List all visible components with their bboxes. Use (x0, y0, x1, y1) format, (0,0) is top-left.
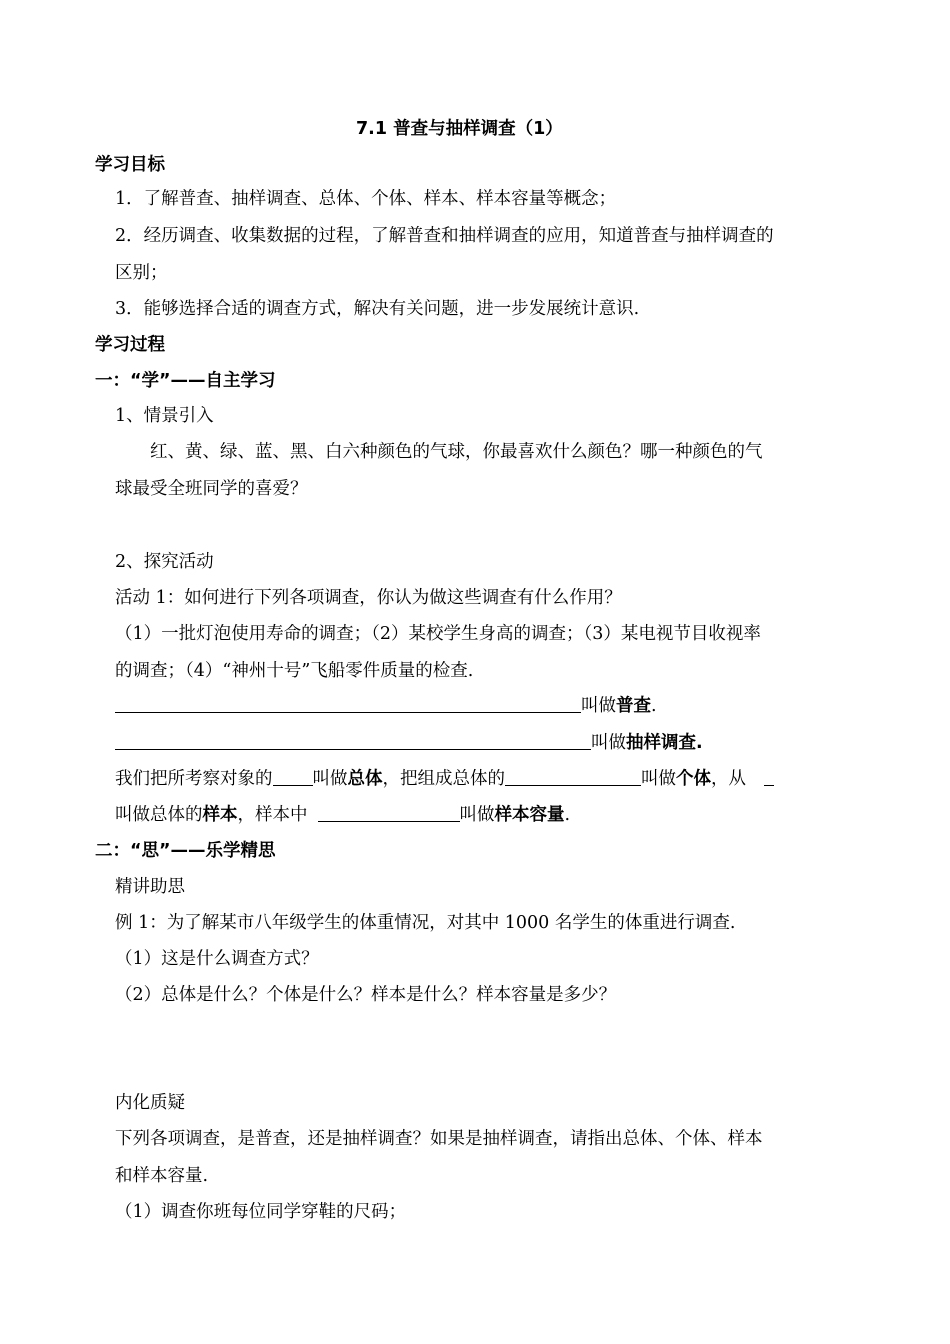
section-1-text-a: 红、黄、绿、蓝、黑、白六种颜色的气球，你最喜欢什么颜色？哪一种颜色的气 (150, 442, 763, 462)
total-blank[interactable] (273, 767, 313, 786)
census-definition: 叫做普查. (115, 694, 657, 718)
example-1-question-2: （2）总体是什么？个体是什么？样本是什么？样本容量是多少？ (115, 985, 617, 1005)
activity-1-items-a: （1）一批灯泡使用寿命的调查；（2）某校学生身高的调查；（3）某电视节目收视率 (115, 624, 761, 644)
process-heading: 学习过程 (95, 335, 165, 355)
concepts-line-b: 叫做总体的样本，样本中 叫做样本容量. (115, 805, 571, 825)
exercise-question-1: （1）调查你班每位同学穿鞋的尺码； (115, 1202, 407, 1222)
internalize-title: 内化质疑 (115, 1093, 185, 1113)
sample-blank[interactable] (764, 767, 774, 786)
goal-item-2a: 2．经历调查、收集数据的过程，了解普查和抽样调查的应用，知道普查与抽样调查的 (115, 226, 774, 246)
activity-1-items-b: 的调查；（4）“神州十号”飞船零件质量的检查. (115, 661, 474, 681)
individual-blank[interactable] (505, 767, 641, 786)
exercise-text-a: 下列各项调查，是普查，还是抽样调查？如果是抽样调查，请指出总体、个体、样本 (115, 1129, 763, 1149)
exercise-text-b: 和样本容量. (115, 1166, 209, 1186)
sampling-definition: 叫做抽样调查. (115, 731, 703, 755)
goal-item-1: 1．了解普查、抽样调查、总体、个体、样本、样本容量等概念； (115, 189, 617, 209)
activity-1: 活动 1：如何进行下列各项调查，你认为做这些调查有什么作用？ (115, 588, 622, 608)
section-1-text-b: 球最受全班同学的喜爱？ (115, 479, 308, 499)
page-title: 7.1 普查与抽样调查（1） (356, 119, 563, 139)
sample-size-blank[interactable] (318, 803, 460, 822)
census-blank[interactable] (115, 694, 581, 713)
section-1-title: 1、情景引入 (115, 406, 214, 426)
example-1: 例 1：为了解某市八年级学生的体重情况，对其中 1000 名学生的体重进行调查. (115, 913, 736, 933)
goal-item-2b: 区别； (115, 263, 168, 283)
explain-title: 精讲助思 (115, 877, 185, 897)
section-2-title: 2、探究活动 (115, 552, 214, 572)
concepts-line-a: 我们把所考察对象的 叫做总体，把组成总体的 叫做个体，从 (115, 767, 774, 791)
example-1-question-1: （1）这是什么调查方式？ (115, 949, 319, 969)
sampling-blank[interactable] (115, 731, 591, 750)
goal-item-3: 3．能够选择合适的调查方式，解决有关问题，进一步发展统计意识. (115, 299, 640, 319)
part2-heading: 二：“思”——乐学精思 (95, 841, 276, 861)
goals-heading: 学习目标 (95, 155, 165, 175)
part1-heading: 一：“学”——自主学习 (95, 371, 276, 391)
